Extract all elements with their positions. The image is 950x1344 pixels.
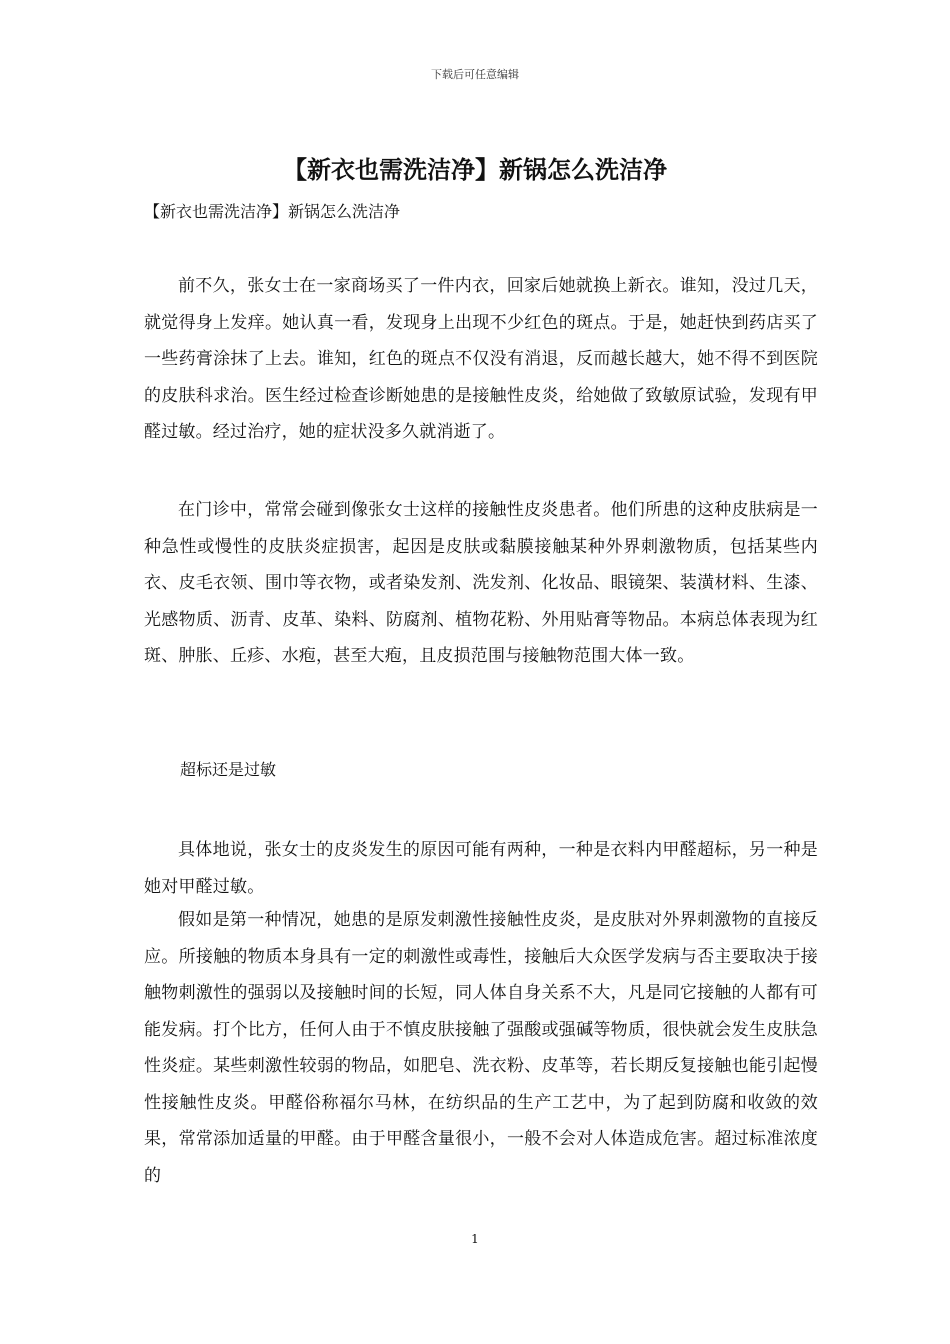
section-heading: 超标还是过敏 (180, 760, 277, 779)
document-subtitle: 【新衣也需洗洁净】新锅怎么洗洁净 (144, 202, 401, 221)
page-number: 1 (471, 1232, 479, 1246)
paragraph-first-case: 假如是第一种情况，她患的是原发刺激性接触性皮炎，是皮肤对外界刺激物的直接反应。所接触的物质本身具有一定的刺激性或毒性，接触后大众医学发病与否主要取决于接触物刺激性的强弱以及接触时间的长短，同人体自身关系不大，凡是同它接触的人都有可能发病。打个比方，任何人由于不慎皮肤接触了强酸或强碱等物质，很快就会发生皮肤急性炎症。某些刺激性较弱的物品，如肥皂、洗衣粉、皮革等，若长期反复接触也能引起慢性接触性皮炎。甲醛俗称福尔马林，在纺织品的生产工艺中，为了起到防腐和收敛的效果，常常添加适量的甲醛。由于甲醛含量很小，一般不会对人体造成危害。超过标准浓度的 (144, 910, 818, 1186)
document-title: 【新衣也需洗洁净】新锅怎么洗洁净 (283, 155, 667, 184)
paragraph-intro: 前不久，张女士在一家商场买了一件内衣，回家后她就换上新衣。谁知，没过几天，就觉得身上发痒。她认真一看，发现身上出现不少红色的斑点。于是，她赶快到药店买了一些药膏涂抹了上去。谁知，红色的斑点不仅没有消退，反而越长越大，她不得不到医院的皮肤科求治。医生经过检查诊断她患的是接触性皮炎，给她做了致敏原试验，发现有甲醛过敏。经过治疗，她的症状没多久就消逝了。 (144, 276, 818, 442)
paragraph-causes: 具体地说，张女士的皮炎发生的原因可能有两种，一种是衣料内甲醛超标，另一种是她对甲醛过敏。 (144, 840, 818, 897)
header-note: 下载后可任意编辑 (431, 68, 519, 81)
paragraph-clinic: 在门诊中，常常会碰到像张女士这样的接触性皮炎患者。他们所患的这种皮肤病是一种急性或慢性的皮肤炎症损害，起因是皮肤或黏膜接触某种外界刺激物质，包括某些内衣、皮毛衣领、围巾等衣物，或者染发剂、洗发剂、化妆品、眼镜架、装潢材料、生漆、光感物质、沥青、皮革、染料、防腐剂、植物花粉、外用贴膏等物品。本病总体表现为红斑、肿胀、丘疹、水疱，甚至大疱，且皮损范围与接触物范围大体一致。 (144, 500, 818, 666)
